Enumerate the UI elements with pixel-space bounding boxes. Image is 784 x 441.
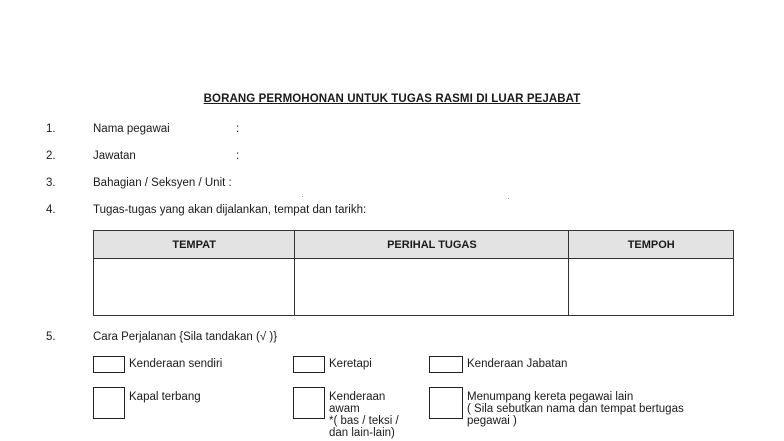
department-vehicle-label: Kenderaan Jabatan [467,358,568,370]
scan-speck [508,198,509,199]
duty-description-cell[interactable] [295,259,569,316]
train-label: Keretapi [329,358,372,370]
department-vehicle-checkbox[interactable] [429,356,463,373]
duties-table [93,230,734,316]
place-cell[interactable] [94,259,295,316]
scan-speck [302,196,303,197]
column-header-place: TEMPAT [94,231,295,259]
item-number-2: 2. [46,150,56,162]
employee-name-label: Nama pegawai [93,123,170,135]
airplane-checkbox[interactable] [93,387,125,419]
carpool-label: Menumpang kereta pegawai lain ( Sila sebutkan nama dan tempat bertugas pegawai ) [467,391,684,427]
position-label: Jawatan [93,150,136,162]
airplane-label: Kapal terbang [129,391,201,403]
train-checkbox[interactable] [293,356,325,373]
carpool-checkbox[interactable] [429,387,463,419]
column-header-duty-description: PERIHAL TUGAS [295,231,569,259]
item-number-3: 3. [46,177,56,189]
form-title: BORANG PERMOHONAN UNTUK TUGAS RASMI DI LUAR PEJABAT [203,93,581,105]
table-row [94,259,734,316]
division-label: Bahagian / Seksyen / Unit : [93,177,232,189]
table-header-row [94,231,734,259]
duration-cell[interactable] [569,259,734,316]
public-transport-label: Kenderaan awam *( bas / teksi / dan lain-lain) [329,391,399,439]
own-vehicle-checkbox[interactable] [93,356,125,373]
public-transport-checkbox[interactable] [293,387,325,419]
item-number-4: 4. [46,204,56,216]
travel-method-label: Cara Perjalanan {Sila tandakan (√ )} [93,331,278,343]
item-number-5: 5. [46,331,56,343]
position-colon: : [236,150,240,162]
own-vehicle-label: Kenderaan sendiri [129,358,223,370]
item-number-1: 1. [46,123,56,135]
column-header-duration: TEMPOH [569,231,734,259]
duties-label: Tugas-tugas yang akan dijalankan, tempat dan tarikh: [93,204,367,216]
employee-name-colon: : [236,123,240,135]
